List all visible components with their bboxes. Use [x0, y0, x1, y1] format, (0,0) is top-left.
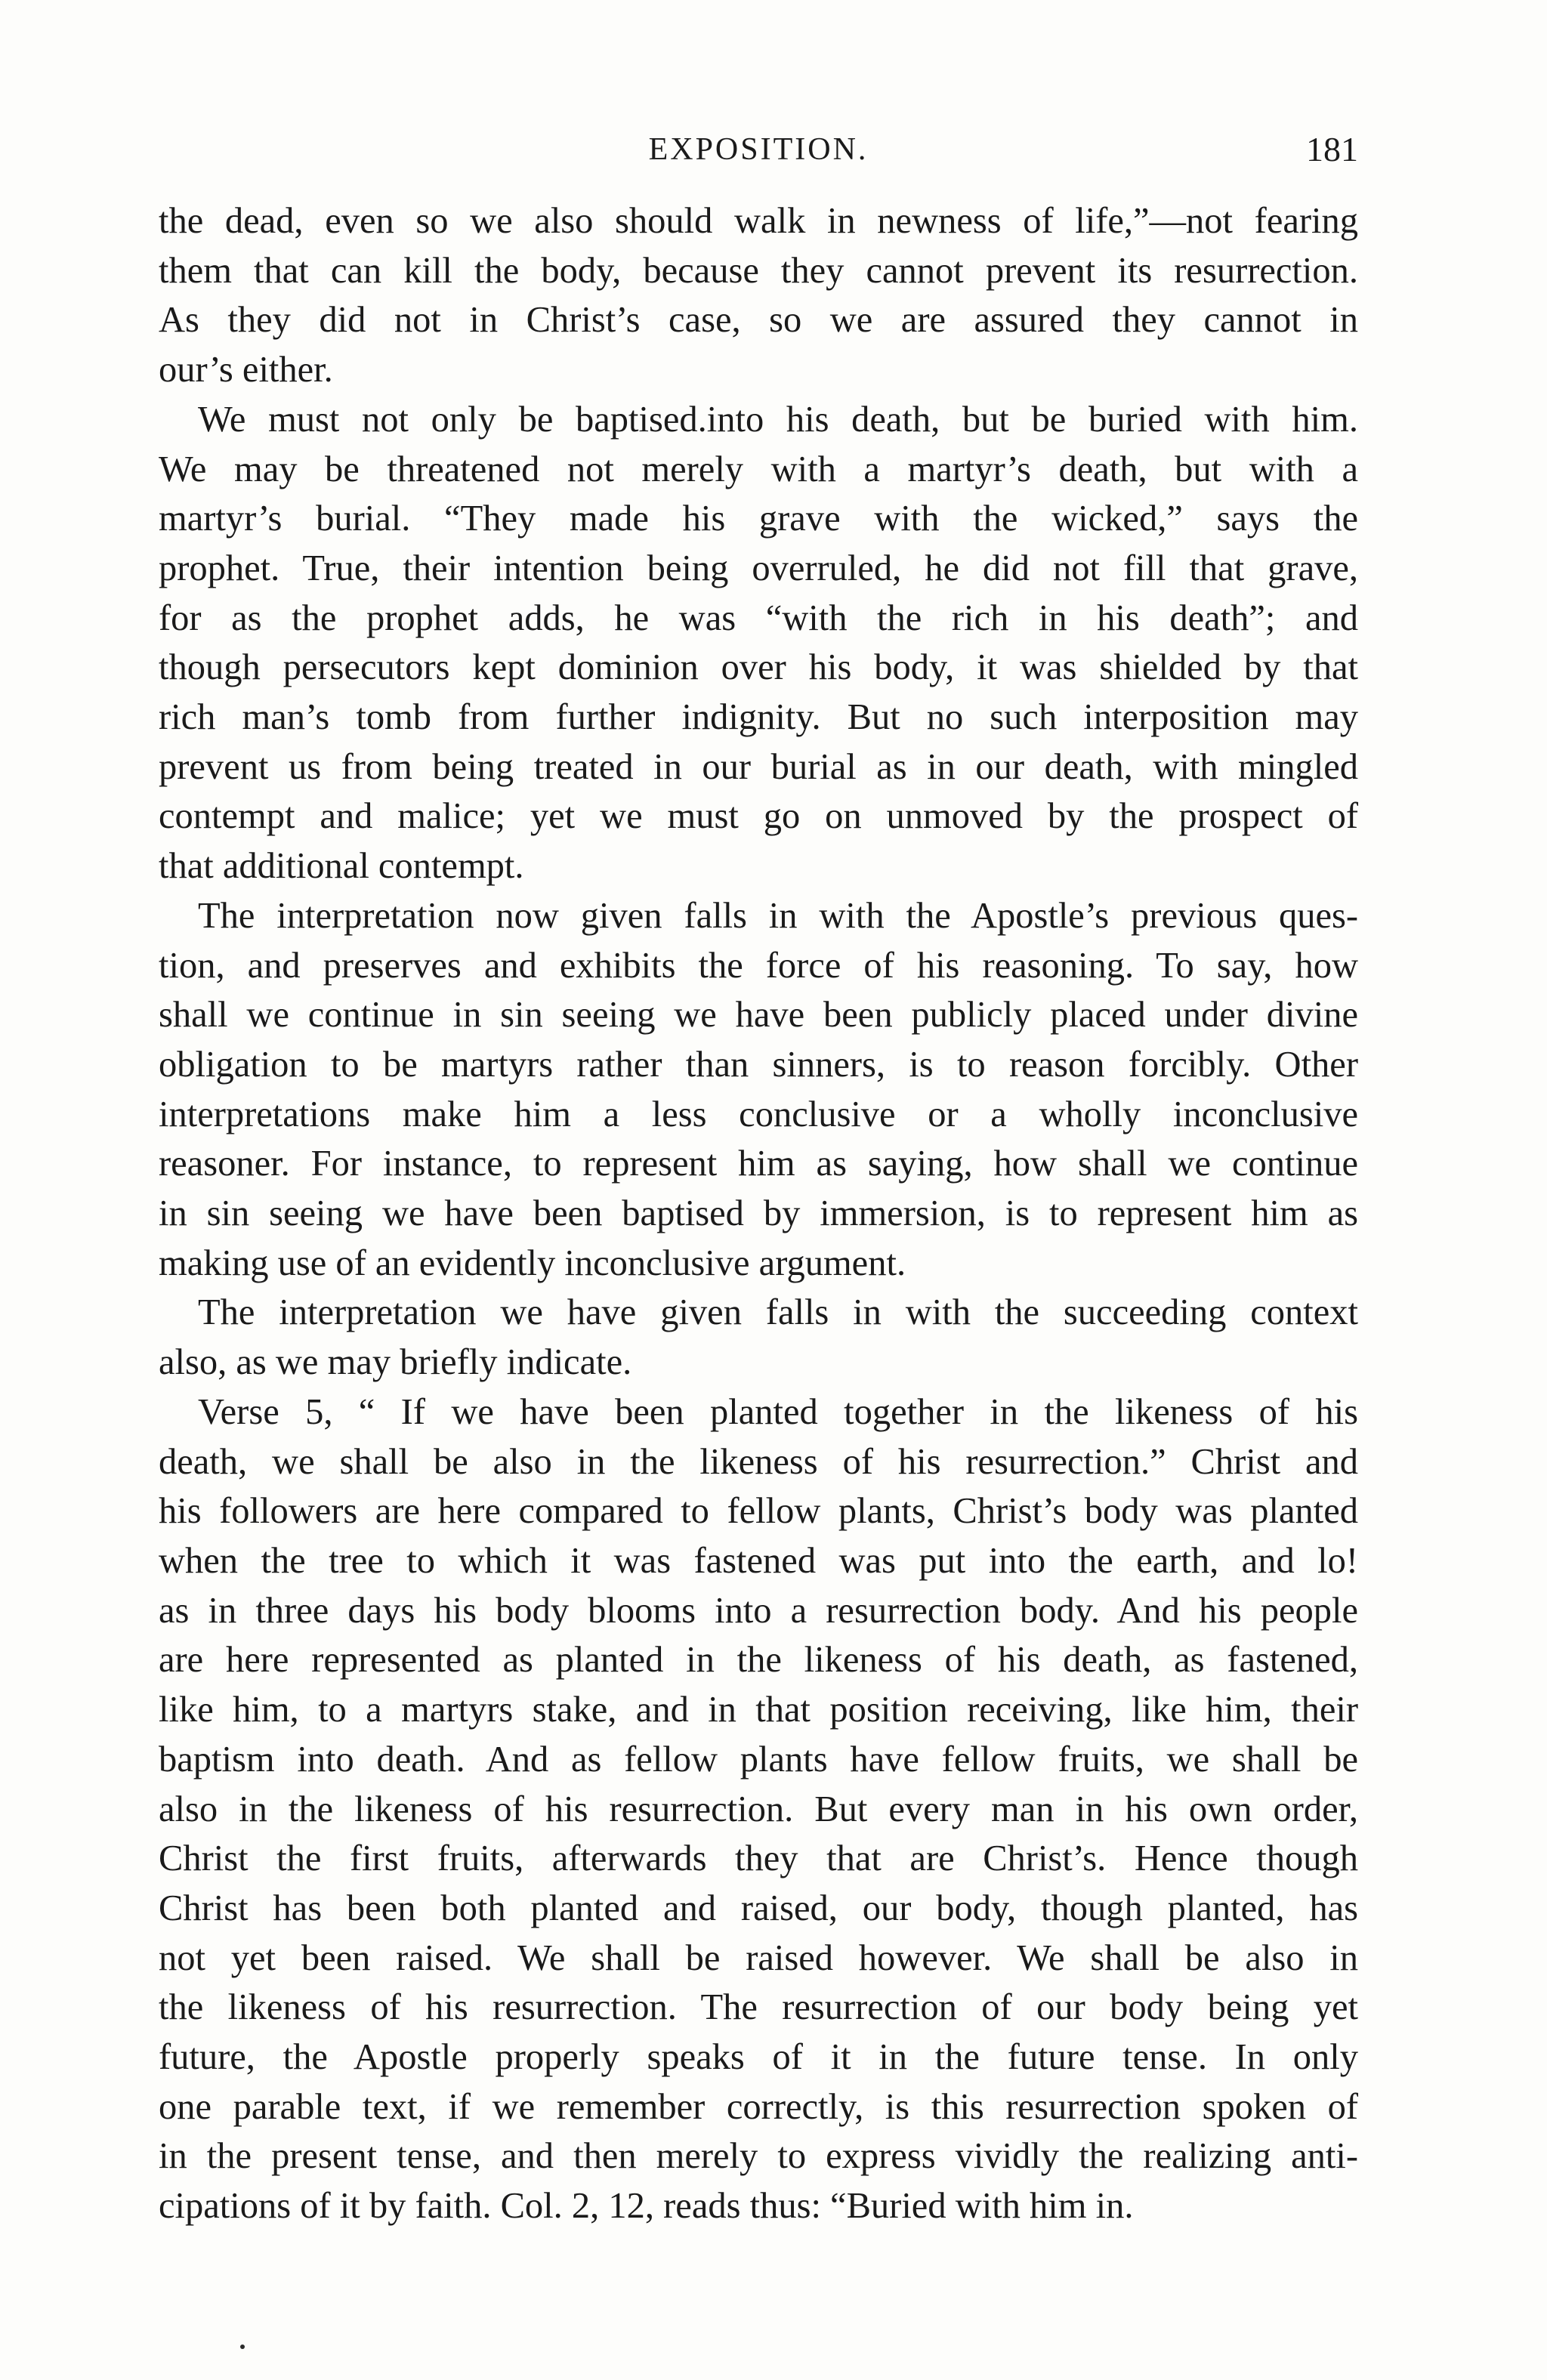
text-line	[159, 1834, 1358, 1884]
line-text: future, the Apostle properly speaks of it in the future tense. In only	[159, 2037, 1358, 2078]
line-text: Verse 5, “ If we have been planted together in the likeness of his	[198, 1391, 1358, 1432]
text-line	[159, 1437, 1358, 1487]
text-line	[159, 494, 1358, 544]
text-line	[159, 445, 1358, 495]
line-text: Christ the first fruits, afterwards they that are Christ’s. Hence though	[159, 1838, 1358, 1879]
text-line	[159, 2033, 1358, 2082]
text-line	[159, 643, 1358, 693]
text-line	[159, 891, 1358, 941]
body-text	[159, 196, 1358, 2231]
text-line	[159, 792, 1358, 841]
text-line	[159, 693, 1358, 742]
ink-speck	[240, 2345, 245, 2349]
text-line	[159, 594, 1358, 644]
text-line	[159, 1239, 1358, 1289]
line-text: in sin seeing we have been baptised by immersion, is to represent him as	[159, 1193, 1358, 1234]
text-line	[159, 1735, 1358, 1785]
line-text: our’s either.	[159, 350, 333, 390]
text-line	[159, 1983, 1358, 2033]
running-title: EXPOSITION.	[648, 132, 869, 167]
line-text: tion, and preserves and exhibits the force of his reasoning. To say, how	[159, 945, 1358, 986]
text-line	[159, 395, 1358, 445]
line-text: death, we shall be also in the likeness of his resurrection.” Christ and	[159, 1441, 1358, 1482]
line-text: reasoner. For instance, to represent him as saying, how shall we continue	[159, 1144, 1358, 1184]
text-line	[159, 2082, 1358, 2132]
running-head	[159, 127, 1358, 172]
text-line	[159, 1139, 1358, 1189]
line-text: the likeness of his resurrection. The resurrection of our body being yet	[159, 1987, 1358, 2028]
line-text: one parable text, if we remember correctly, is this resurrection spoken of	[159, 2086, 1358, 2127]
line-text: them that can kill the body, because they cannot prevent its resurrection.	[159, 250, 1358, 291]
line-text: prophet. True, their intention being overruled, he did not fill that grave,	[159, 548, 1358, 588]
line-text: interpretations make him a less conclusive or a wholly inconclusive	[159, 1094, 1358, 1134]
line-text: his followers are here compared to fellow plants, Christ’s body was planted	[159, 1491, 1358, 1532]
text-line	[159, 1288, 1358, 1338]
line-text: like him, to a martyrs stake, and in that position receiving, like him, their	[159, 1690, 1358, 1730]
line-text: We may be threatened not merely with a martyr’s death, but with a	[159, 449, 1358, 489]
line-text: that additional contempt.	[159, 846, 524, 887]
text-line	[159, 990, 1358, 1040]
text-line	[159, 1189, 1358, 1239]
text-line	[159, 941, 1358, 991]
text-line	[159, 1338, 1358, 1388]
paragraph	[159, 1288, 1358, 1387]
text-line	[159, 1785, 1358, 1835]
line-text: The interpretation we have given falls in with the succeeding context	[198, 1292, 1358, 1333]
paragraph	[159, 196, 1358, 395]
line-text: for as the prophet adds, he was “with the rich in his death”; and	[159, 597, 1358, 638]
paragraph	[159, 1388, 1358, 2231]
line-text: shall we continue in sin seeing we have been publicly placed under divine	[159, 995, 1358, 1036]
text-line	[159, 295, 1358, 345]
text-line	[159, 1685, 1358, 1735]
line-text: martyr’s burial. “They made his grave with the wicked,” says the	[159, 499, 1358, 539]
line-text: also, as we may briefly indicate.	[159, 1342, 632, 1383]
line-text: We must not only be baptised.into his death, but be buried with him.	[198, 399, 1358, 440]
text-line	[159, 1934, 1358, 1983]
line-text: contempt and malice; yet we must go on unmoved by the prospect of	[159, 796, 1358, 837]
line-text: making use of an evidently inconclusive argument.	[159, 1242, 906, 1283]
line-text: The interpretation now given falls in with the Apostle’s previous ques-	[198, 895, 1358, 936]
text-line	[159, 2132, 1358, 2181]
line-text: baptism into death. And as fellow plants have fellow fruits, we shall be	[159, 1739, 1358, 1780]
text-line	[159, 1090, 1358, 1140]
line-text: As they did not in Christ’s case, so we are assured they cannot in	[159, 300, 1358, 341]
line-text: the dead, even so we also should walk in newness of life,”—not fearing	[159, 201, 1358, 241]
text-line	[159, 841, 1358, 891]
text-line	[159, 742, 1358, 792]
line-text: when the tree to which it was fastened was put into the earth, and lo!	[159, 1540, 1358, 1581]
text-line	[159, 2181, 1358, 2231]
text-line	[159, 1388, 1358, 1437]
text-line	[159, 1586, 1358, 1636]
text-line	[159, 246, 1358, 296]
line-text: though persecutors kept dominion over his body, it was shielded by that	[159, 647, 1358, 688]
paragraph	[159, 395, 1358, 891]
paragraph	[159, 891, 1358, 1289]
line-text: cipations of it by faith. Col. 2, 12, reads thus: “Buried with him in.	[159, 2186, 1134, 2227]
line-text: as in three days his body blooms into a resurrection body. And his people	[159, 1590, 1358, 1631]
line-text: Christ has been both planted and raised, our body, though planted, has	[159, 1888, 1358, 1928]
page-number: 181	[1306, 130, 1358, 168]
line-text: also in the likeness of his resurrection. But every man in his own order,	[159, 1789, 1358, 1829]
line-text: obligation to be martyrs rather than sinners, is to reason forcibly. Other	[159, 1044, 1358, 1085]
line-text: not yet been raised. We shall be raised however. We shall be also in	[159, 1937, 1358, 1978]
text-line	[159, 1635, 1358, 1685]
line-text: rich man’s tomb from further indignity. But no such interposition may	[159, 697, 1358, 738]
line-text: in the present tense, and then merely to express vividly the realizing anti-	[159, 2136, 1358, 2177]
text-line	[159, 345, 1358, 395]
line-text: are here represented as planted in the likeness of his death, as fastened,	[159, 1640, 1358, 1681]
line-text: prevent us from being treated in our burial as in our death, with mingled	[159, 746, 1358, 787]
text-line	[159, 1884, 1358, 1934]
text-line	[159, 1486, 1358, 1536]
text-line	[159, 1040, 1358, 1090]
text-line	[159, 544, 1358, 594]
text-line	[159, 196, 1358, 246]
text-line	[159, 1536, 1358, 1586]
